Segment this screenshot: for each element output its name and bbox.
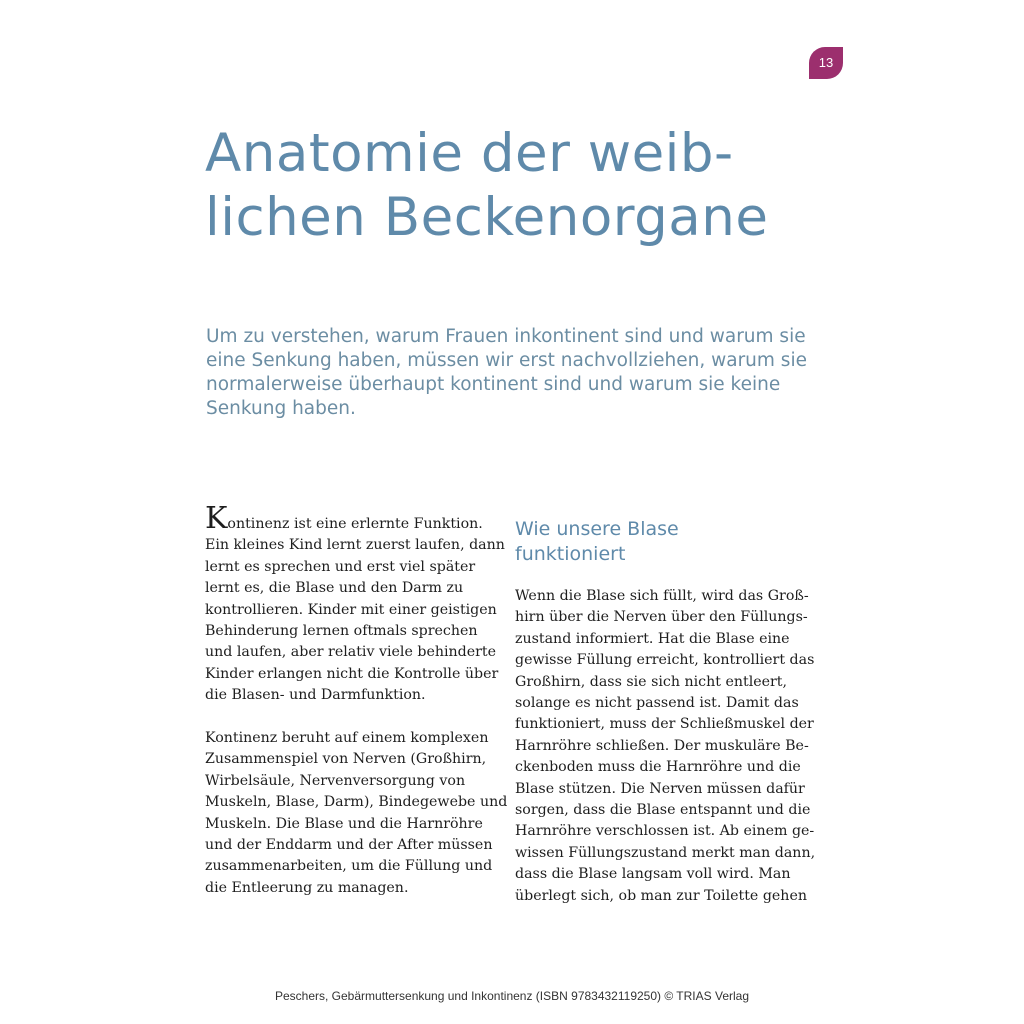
intro-line: normalerweise überhaupt kontinent sind und warum sie keine — [206, 374, 781, 395]
chapter-title-line: Anatomie der weib- — [205, 123, 734, 184]
page-number-badge: 13 — [809, 47, 843, 79]
body-line: solange es nicht passend ist. Damit das — [515, 695, 799, 712]
body-paragraph — [515, 586, 816, 907]
body-line: Wirbelsäule, Nervenversorgung von — [205, 772, 466, 789]
body-line: hirn über die Nerven über den Füllungs- — [515, 609, 808, 626]
body-line: die Blasen- und Darmfunktion. — [205, 687, 426, 704]
body-line: lernt es sprechen und erst viel später — [205, 558, 476, 575]
body-line-text: ontinenz ist eine erlernte Funktion. — [227, 516, 483, 532]
intro-line: Senkung haben. — [206, 398, 356, 419]
body-line: Behinderung lernen oftmals sprechen — [205, 623, 478, 640]
body-line: Harnröhre verschlossen ist. Ab einem ge- — [515, 823, 815, 840]
body-line: Muskeln, Blase, Darm), Bindegewebe und — [205, 794, 508, 811]
body-line: Wenn die Blase sich füllt, wird das Groß- — [515, 588, 809, 604]
body-line: kontrollieren. Kinder mit einer geistigen — [205, 601, 497, 618]
section-heading-line: Wie unsere Blase — [515, 518, 679, 540]
body-paragraph — [205, 501, 505, 707]
body-line: Blase stützen. Die Nerven müssen dafür — [515, 780, 805, 797]
section-heading-line: funktioniert — [515, 543, 626, 565]
body-line: und der Enddarm und der After müssen — [205, 837, 493, 854]
body-line: Großhirn, dass sie sich nicht entleert, — [515, 673, 788, 690]
body-line: überlegt sich, ob man zur Toilette gehen — [515, 887, 807, 904]
body-line: sorgen, dass die Blase entspannt und die — [515, 802, 811, 819]
intro-paragraph — [206, 325, 806, 421]
left-column — [205, 501, 508, 899]
body-line: die Entleerung zu managen. — [205, 879, 409, 896]
body-line: Ein kleines Kind lernt zuerst laufen, dann — [205, 537, 505, 554]
body-line — [205, 501, 495, 536]
section-heading — [515, 517, 805, 567]
right-column — [515, 508, 816, 907]
body-line: lernt es, die Blase und den Darm zu — [205, 580, 464, 597]
intro-line: eine Senkung haben, müssen wir erst nachvollziehen, warum sie — [206, 350, 807, 371]
intro-line: Um zu verstehen, warum Frauen inkontinent sind und warum sie — [206, 326, 806, 347]
drop-cap: K — [205, 501, 228, 536]
body-line: wissen Füllungszustand merkt man dann, — [515, 844, 816, 861]
body-line: Kontinenz beruht auf einem komplexen — [205, 730, 489, 747]
body-line: funktioniert, muss der Schließmuskel der — [515, 716, 814, 733]
body-line: Harnröhre schließen. Der muskuläre Be- — [515, 737, 809, 754]
body-line: und laufen, aber relativ viele behinderte — [205, 644, 497, 661]
body-line: dass die Blase langsam voll wird. Man — [515, 866, 791, 883]
body-line: ckenboden muss die Harnröhre und die — [515, 759, 801, 776]
body-line: gewisse Füllung erreicht, kontrolliert das — [515, 652, 815, 669]
body-paragraph — [205, 728, 508, 899]
body-line: Zusammenspiel von Nerven (Großhirn, — [205, 751, 487, 768]
body-line: Muskeln. Die Blase und die Harnröhre — [205, 815, 483, 832]
body-line: Kinder erlangen nicht die Kontrolle über — [205, 665, 499, 682]
body-line: zusammenarbeiten, um die Füllung und — [205, 858, 493, 875]
chapter-title-line: lichen Beckenorgane — [205, 187, 769, 248]
chapter-title — [205, 122, 825, 250]
footer-citation: Peschers, Gebärmuttersenkung und Inkontinenz (ISBN 9783432119250) © TRIAS Verlag — [274, 989, 749, 1003]
body-line: zustand informiert. Hat die Blase eine — [515, 630, 790, 647]
